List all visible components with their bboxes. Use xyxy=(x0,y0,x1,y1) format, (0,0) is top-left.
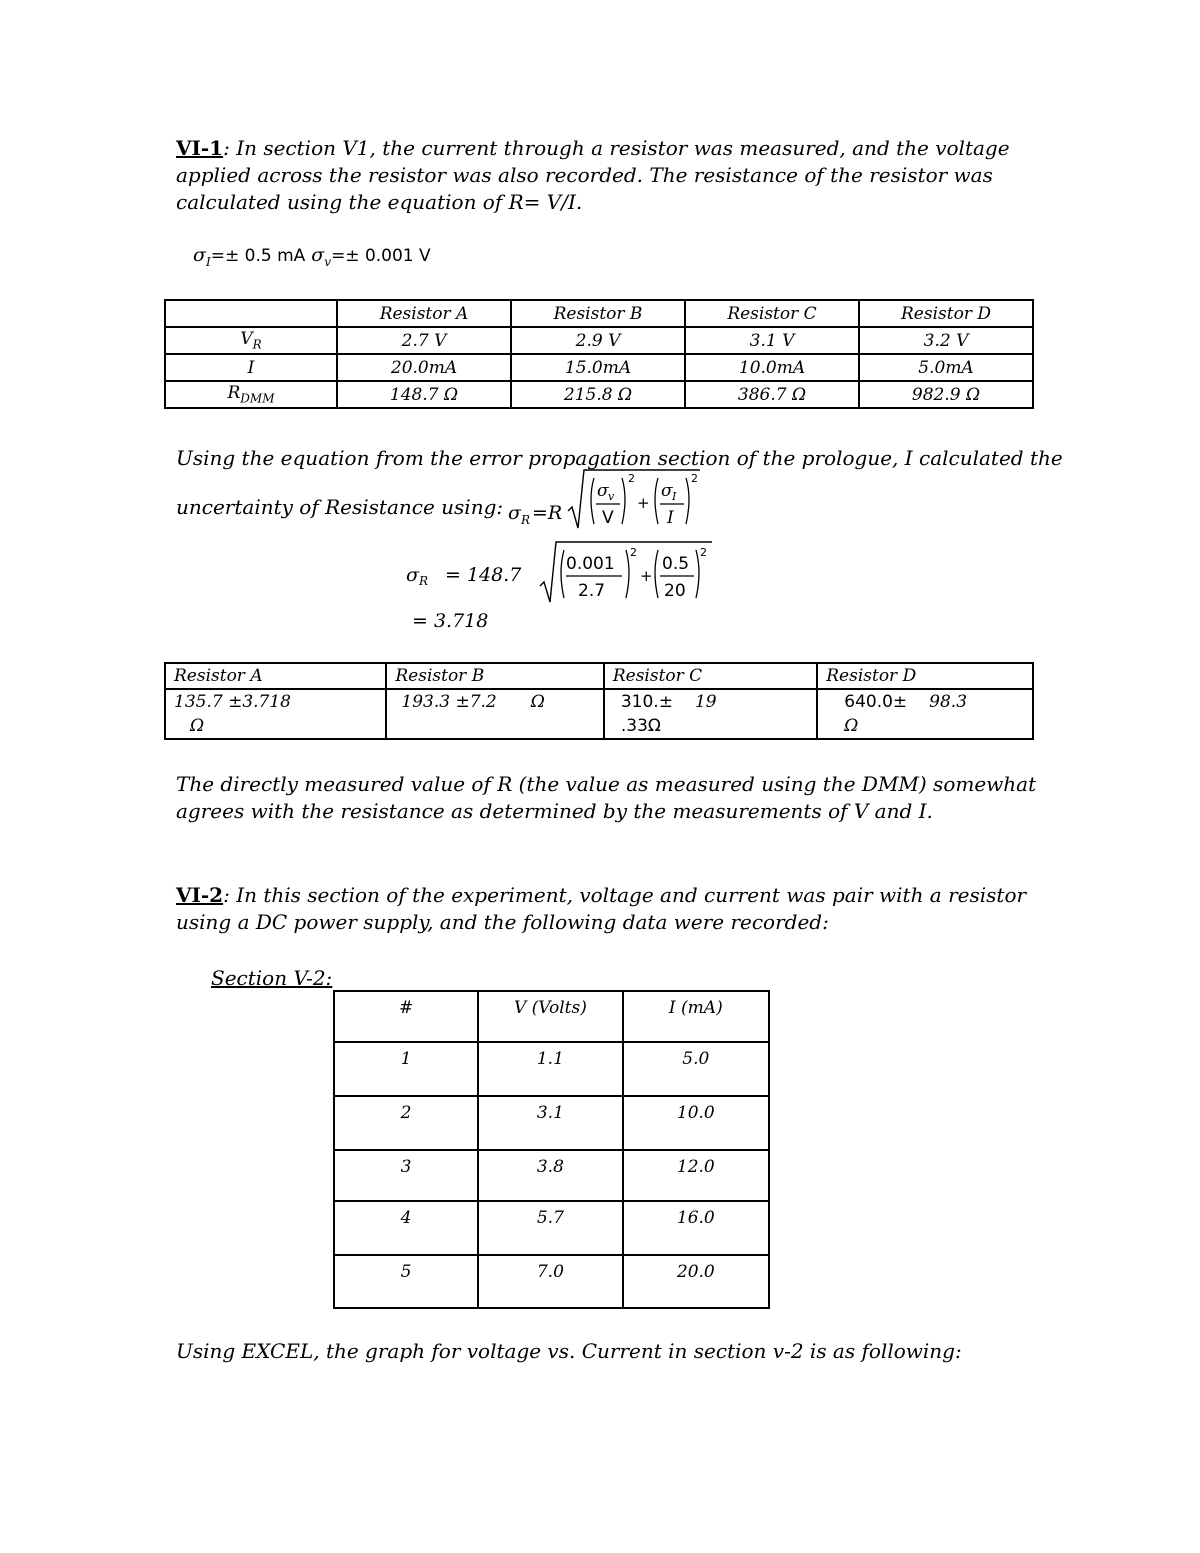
uncertainty-formula xyxy=(500,466,720,538)
voltage-current-table xyxy=(333,990,770,1309)
table-row: 4 5.7 16.0 xyxy=(334,1201,769,1255)
svg-text:0.001: 0.001 xyxy=(566,554,615,574)
svg-text:I: I xyxy=(667,508,674,528)
table-row-rdmm: $R_{DMM}$ 148.7 Ω 215.8 Ω 386.7 Ω 982.9 Ω xyxy=(165,381,1033,408)
table-row: 2 3.1 10.0 xyxy=(334,1096,769,1150)
table-row-vr: $V_R$ 2.7 V 2.9 V 3.1 V 3.2 V xyxy=(165,327,1033,354)
svg-text:I: I xyxy=(672,490,677,503)
table-row: 135.7 ±3.718 Ω 193.3 ±7.2 Ω 310.± 19 .33Ω 640.0± 98.3 Ω xyxy=(165,689,1033,739)
conclusion-paragraph: The directly measured value of R (the value as measured using the DMM) somewhat agrees with the resistance as determined by the measurements of V and I. xyxy=(176,772,1037,823)
svg-text:2: 2 xyxy=(630,546,637,559)
svg-text:2.7: 2.7 xyxy=(578,581,606,601)
svg-text:=R: =R xyxy=(532,502,563,524)
uncertainty-calculation xyxy=(400,536,720,608)
svg-text:V: V xyxy=(602,508,614,528)
svg-text:σ: σ xyxy=(406,564,419,586)
svg-text:+: + xyxy=(640,567,653,585)
resistor-measurement-table xyxy=(164,299,1034,409)
svg-text:20: 20 xyxy=(664,581,686,601)
svg-text:v: v xyxy=(608,490,615,503)
vi1-label: VI-1 xyxy=(176,136,224,160)
svg-text:σ: σ xyxy=(508,502,521,524)
svg-text:R: R xyxy=(419,574,429,588)
svg-text:R: R xyxy=(521,513,531,527)
svg-text:+: + xyxy=(637,494,650,512)
graph-intro-text: Using EXCEL, the graph for voltage vs. Current in section v-2 is as following: xyxy=(176,1339,962,1363)
section-v2-label: Section V-2: xyxy=(211,966,333,990)
uncertainty-label: uncertainty of Resistance using: xyxy=(176,495,504,519)
calculation-result: = 3.718 xyxy=(412,610,489,632)
table-row: 3 3.8 12.0 xyxy=(334,1150,769,1201)
svg-text:2: 2 xyxy=(700,546,707,559)
resistance-uncertainty-table xyxy=(164,662,1034,740)
vi2-paragraph: VI-2: In this section of the experiment, voltage and current was pair with a resistor using a DC power supply, and the following data were recorded: xyxy=(176,883,1027,934)
table-header-row: Resistor A Resistor B Resistor C Resistor D xyxy=(165,663,1033,689)
svg-text:2: 2 xyxy=(628,472,635,485)
table-row-i: I 20.0mA 15.0mA 10.0mA 5.0mA xyxy=(165,354,1033,381)
svg-text:= 148.7: = 148.7 xyxy=(445,564,522,586)
table-header-row: # V (Volts) I (mA) xyxy=(334,991,769,1042)
table-header-row: Resistor A Resistor B Resistor C Resistor D xyxy=(165,300,1033,327)
svg-text:σ: σ xyxy=(661,481,673,501)
vi1-paragraph: VI-1: In section V1, the current through a resistor was measured, and the voltage applied across the resistor was also recorded. The resistance of the resistor was calculated using the equation of R= V/I. xyxy=(176,136,1010,214)
svg-text:2: 2 xyxy=(691,472,698,485)
table-row: 1 1.1 5.0 xyxy=(334,1042,769,1096)
sigma-values: $\sigma_I=\pm 0.5$ mA $\sigma_v=\pm 0.001$ V xyxy=(193,244,431,269)
svg-text:σ: σ xyxy=(597,481,609,501)
propagation-text: Using the equation from the error propagation section of the prologue, I calculated the xyxy=(176,446,1063,470)
table-row: 5 7.0 20.0 xyxy=(334,1255,769,1308)
svg-text:0.5: 0.5 xyxy=(662,554,690,574)
vi2-label: VI-2 xyxy=(176,883,224,907)
